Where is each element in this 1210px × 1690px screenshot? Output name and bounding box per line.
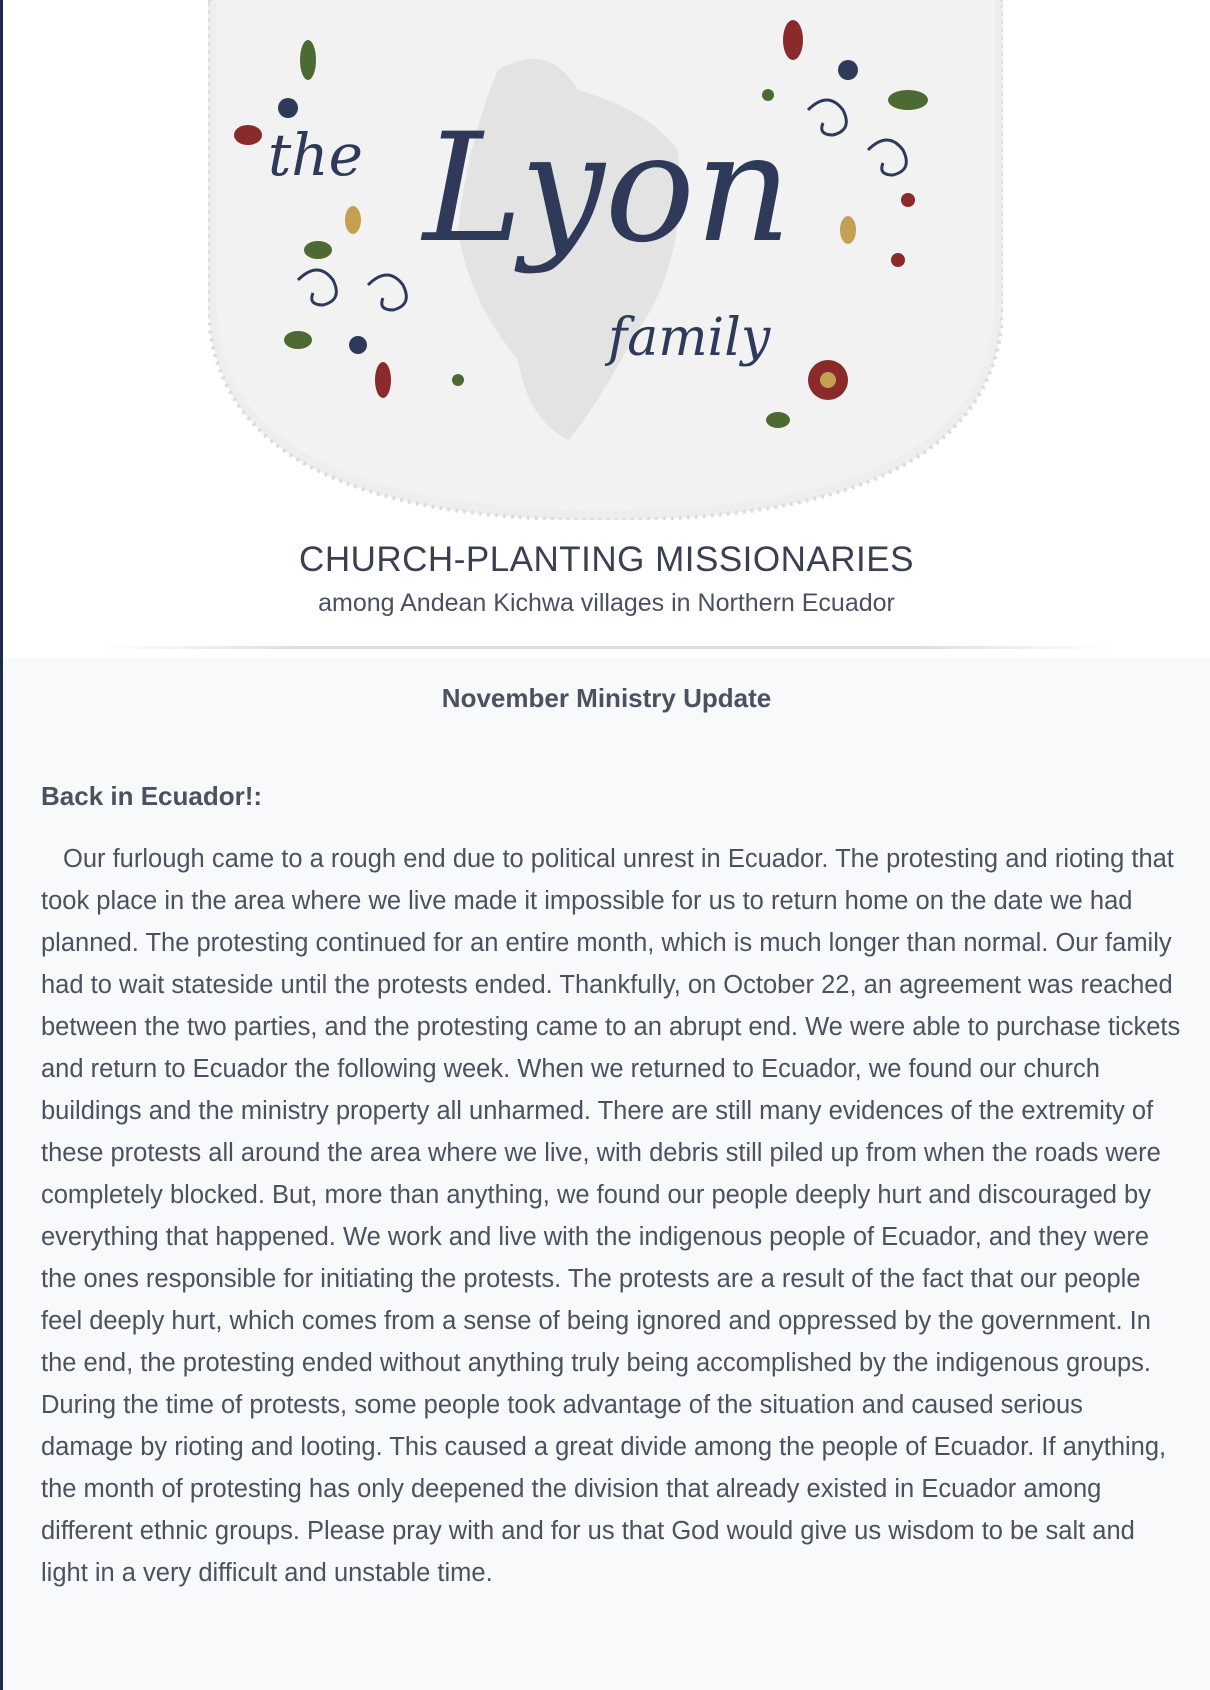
tagline: CHURCH-PLANTING MISSIONARIES	[299, 540, 914, 579]
svg-text:the: the	[268, 121, 363, 189]
subtagline: among Andean Kichwa villages in Northern Ecuador	[318, 589, 895, 617]
newsletter-header	[3, 0, 1210, 658]
section-heading: Back in Ecuador!:	[41, 781, 263, 811]
page-title: November Ministry Update	[441, 683, 772, 713]
svg-text:Lyon: Lyon	[423, 102, 792, 276]
svg-text:family: family	[608, 308, 771, 368]
lyon-family-logo	[208, 0, 1003, 520]
divider	[103, 646, 1113, 649]
body-paragraph: Our furlough came to a rough end due to political unrest in Ecuador. The protesting and rioting that took place in the area where we live made it impossible for us to return home on the date we had planned. The protesting continued for an entire month, which is much longer than normal. Our family had to wait stateside until the protests ended. Thankfully, on October 22, an agreement was reached between the two parties, and the protesting came to an abrupt end. We were able to purchase tickets and return to Ecuador the following week. When we returned to Ecuador, we found our church buildings and the ministry property all unharmed. There are still many evidences of the extremity of these protests all around the area where we live, with debris still piled up from when the roads were completely blocked. But, more than anything, we found our people deeply hurt and discouraged by everything that happened. We work and live with the indigenous people of Ecuador, and they were the ones responsible for initiating the protests. The protests are a result of the fact that our people feel deeply hurt, which comes from a sense of being ignored and oppressed by the government. In the end, the protesting ended without anything truly being accomplished by the indigenous groups. During the time of protests, some people took advantage of the situation and caused serious damage by rioting and looting. This caused a great divide among the people of Ecuador. If anything, the month of protesting has only deepened the division that already existed in Ecuador among different ethnic groups. Please pray with and for us that God would give us wisdom to be salt and light in a very difficult and unstable time.	[41, 845, 1181, 1587]
